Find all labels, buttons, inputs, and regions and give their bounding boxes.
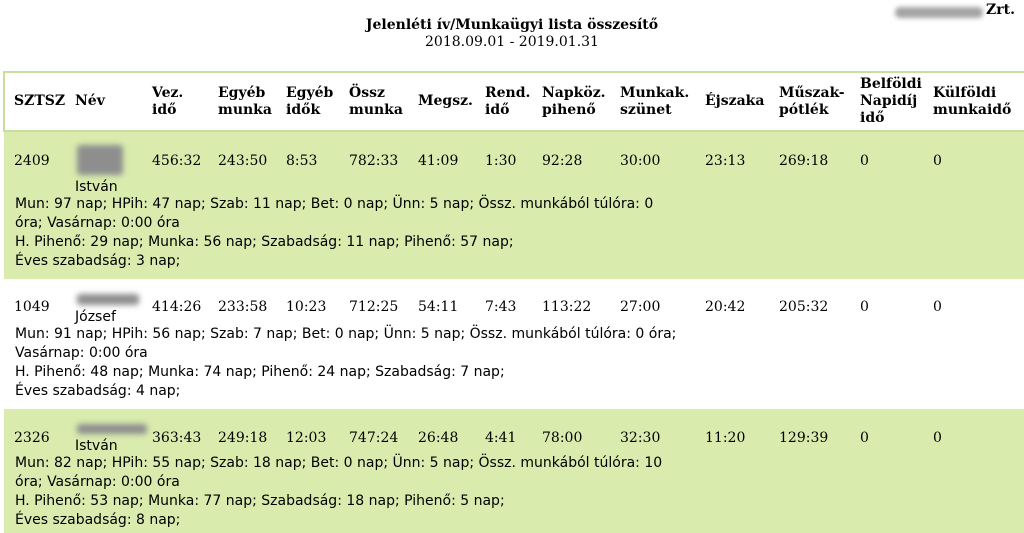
cell-value: 26:48	[414, 409, 481, 454]
cell-value: 269:18	[775, 131, 856, 195]
cell-value: 11:20	[701, 409, 775, 454]
cell-value: 0	[856, 409, 929, 454]
table-row	[4, 409, 1024, 454]
cell-value: 41:09	[414, 131, 481, 195]
column-header	[856, 72, 929, 131]
column-header	[775, 72, 856, 131]
column-header	[481, 72, 538, 131]
report-header	[0, 0, 1024, 72]
employee-first-name: József	[75, 309, 116, 325]
column-header	[538, 72, 616, 131]
column-header-line: munka	[349, 101, 403, 118]
column-header-line: idők	[286, 101, 321, 118]
cell-value: 243:50	[214, 131, 282, 195]
employee-id: 1049	[4, 279, 71, 325]
surname-redacted	[77, 424, 147, 434]
column-header-line: pótlék	[779, 101, 829, 118]
column-header-line: Munkak.	[620, 84, 690, 101]
cell-value: 8:53	[282, 131, 345, 195]
summary-line: óra; Vasárnap: 0:00 óra	[15, 215, 180, 231]
cell-value: 363:43	[148, 409, 214, 454]
employee-first-name: István	[75, 179, 118, 195]
employee-first-name: István	[75, 438, 118, 454]
cell-value: 747:24	[345, 409, 414, 454]
column-header-line: Műszak-	[779, 84, 845, 101]
summary-line: Éves szabadság: 3 nap;	[15, 253, 181, 269]
employee-summary	[4, 195, 1024, 279]
employee-id: 2326	[4, 409, 71, 454]
column-header-line: pihenő	[542, 101, 596, 118]
column-header-line: szünet	[620, 101, 672, 118]
report-date-range: 2018.09.01 - 2019.01.31	[425, 34, 599, 50]
column-header	[345, 72, 414, 131]
cell-value: 12:03	[282, 409, 345, 454]
cell-value: 1:30	[481, 131, 538, 195]
table-header-row	[4, 72, 1024, 131]
column-header-line: Név	[75, 93, 105, 109]
cell-value: 205:32	[775, 279, 856, 325]
cell-value: 0	[929, 131, 1024, 195]
surname-redacted	[77, 145, 123, 175]
summary-line: Mun: 97 nap; HPih: 47 nap; Szab: 11 nap; Bet: 0 nap; Ünn: 5 nap; Össz. munkából túlóra: 0	[15, 196, 654, 212]
cell-value: 0	[856, 131, 929, 195]
cell-value: 0	[929, 279, 1024, 325]
employee-name	[71, 131, 148, 195]
cell-value: 4:41	[481, 409, 538, 454]
cell-value: 0	[856, 279, 929, 325]
table-row	[4, 279, 1024, 325]
column-header-line: munkaidő	[933, 101, 1012, 118]
cell-value: 78:00	[538, 409, 616, 454]
surname-redacted	[77, 294, 139, 305]
employee-summary	[4, 454, 1024, 533]
cell-value: 712:25	[345, 279, 414, 325]
column-header-line: Napidíj	[860, 93, 918, 109]
timesheet-table	[3, 71, 1024, 533]
column-header-line: idő	[152, 101, 177, 118]
employee-summary	[4, 325, 1024, 409]
column-header-line: Külföldi	[933, 84, 997, 101]
summary-line: óra; Vasárnap: 0:00 óra	[15, 474, 180, 490]
cell-value: 414:26	[148, 279, 214, 325]
column-header-line: idő	[485, 101, 510, 118]
column-header	[4, 72, 71, 131]
column-header-line: Vez.	[152, 84, 184, 101]
cell-value: 113:22	[538, 279, 616, 325]
column-header	[71, 72, 148, 131]
summary-line: Mun: 91 nap; HPih: 56 nap; Szab: 7 nap; Bet: 0 nap; Ünn: 5 nap; Össz. munkából túlóra: 0 óra;	[15, 326, 677, 342]
column-header	[414, 72, 481, 131]
column-header	[701, 72, 775, 131]
column-header-line: idő	[860, 110, 885, 126]
employee-name	[71, 409, 148, 454]
cell-value: 23:13	[701, 131, 775, 195]
column-header-line: Egyéb	[286, 84, 334, 101]
column-header-line: Megsz.	[418, 93, 473, 109]
cell-value: 456:32	[148, 131, 214, 195]
table-row	[4, 131, 1024, 195]
cell-value: 7:43	[481, 279, 538, 325]
column-header	[148, 72, 214, 131]
cell-value: 10:23	[282, 279, 345, 325]
summary-line: Éves szabadság: 4 nap;	[15, 383, 181, 399]
cell-value: 233:58	[214, 279, 282, 325]
cell-value: 30:00	[616, 131, 701, 195]
column-header-line: Belföldi	[860, 76, 922, 92]
column-header	[282, 72, 345, 131]
column-header	[214, 72, 282, 131]
employee-name	[71, 279, 148, 325]
column-header-line: Egyéb	[218, 84, 266, 101]
column-header-line: munka	[218, 101, 272, 118]
summary-line: H. Pihenő: 48 nap; Munka: 74 nap; Pihenő: 24 nap; Szabadság: 7 nap;	[15, 364, 505, 380]
column-header-line: Napköz.	[542, 84, 606, 101]
cell-value: 20:42	[701, 279, 775, 325]
column-header-line: Éjszaka	[705, 93, 765, 109]
summary-line: H. Pihenő: 53 nap; Munka: 77 nap; Szabadság: 18 nap; Pihenő: 5 nap;	[15, 493, 505, 509]
cell-value: 54:11	[414, 279, 481, 325]
table-row-details	[4, 195, 1024, 279]
company-suffix: Zrt.	[986, 2, 1015, 18]
column-header	[616, 72, 701, 131]
summary-line: Mun: 82 nap; HPih: 55 nap; Szab: 18 nap; Bet: 0 nap; Ünn: 5 nap; Össz. munkából túlóra: 10	[15, 455, 663, 471]
cell-value: 0	[929, 409, 1024, 454]
column-header-line: Rend.	[485, 84, 531, 101]
cell-value: 249:18	[214, 409, 282, 454]
summary-line: Vasárnap: 0:00 óra	[15, 345, 148, 361]
cell-value: 92:28	[538, 131, 616, 195]
column-header-line: SZTSZ	[14, 93, 66, 109]
summary-line: Éves szabadság: 8 nap;	[15, 512, 181, 528]
column-header	[929, 72, 1024, 131]
cell-value: 27:00	[616, 279, 701, 325]
cell-value: 782:33	[345, 131, 414, 195]
report-title: Jelenléti ív/Munkaügyi lista összesítő	[365, 17, 659, 33]
column-header-line: Össz	[349, 84, 385, 101]
cell-value: 129:39	[775, 409, 856, 454]
cell-value: 32:30	[616, 409, 701, 454]
table-row-details	[4, 325, 1024, 409]
employee-id: 2409	[4, 131, 71, 195]
summary-line: H. Pihenő: 29 nap; Munka: 56 nap; Szabadság: 11 nap; Pihenő: 57 nap;	[15, 234, 514, 250]
table-row-details	[4, 454, 1024, 533]
